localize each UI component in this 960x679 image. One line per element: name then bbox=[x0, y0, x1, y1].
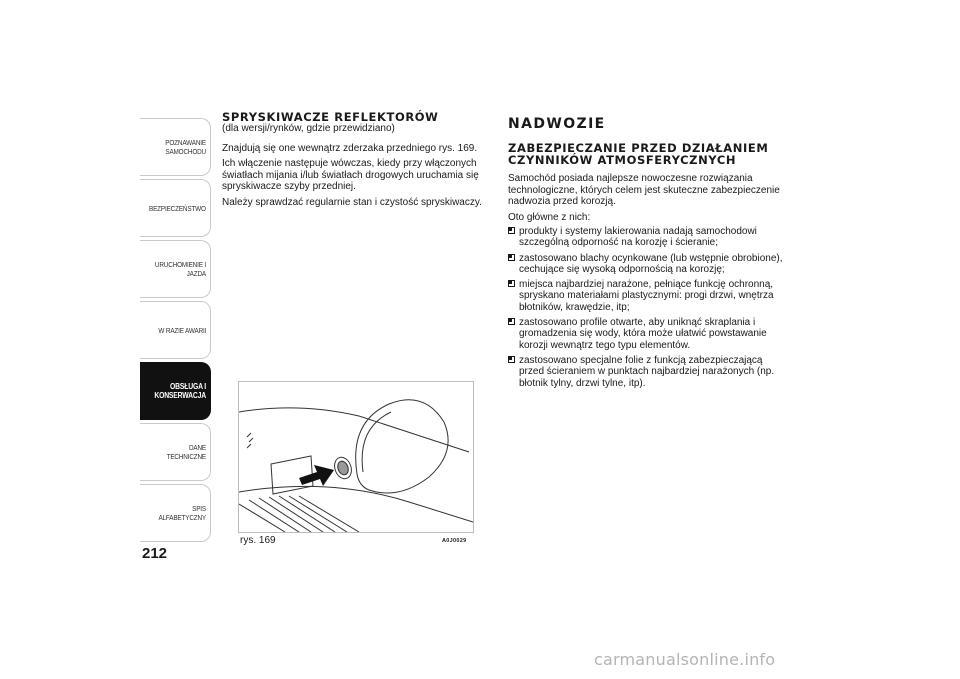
checkbox-bullet-icon bbox=[508, 318, 515, 325]
tab-label: OBSŁUGA I KONSERWACJA bbox=[154, 382, 206, 400]
list-item: produkty i systemy lakierowania nadają samochodowi szczególną odporność na korozję i ścieranie; bbox=[508, 226, 783, 249]
right-column bbox=[508, 116, 783, 393]
list-item: miejsca najbardziej narażone, pełniące funkcję ochronną, spryskano materiałami plastycznymi: progi drzwi, wnętrza błotników, krawędzie, itp; bbox=[508, 279, 783, 313]
list-item: zastosowano profile otwarte, aby uniknąć skraplania i gromadzenia się wody, która może ułatwić powstawanie korozji wewnątrz tego typu elementów. bbox=[508, 317, 783, 351]
pointer-arrow-icon bbox=[299, 465, 334, 486]
checkbox-bullet-icon bbox=[508, 356, 515, 363]
tab-label: BEZPIECZEŃSTWO bbox=[149, 203, 206, 213]
tab-label: URUCHOMIENIE I JAZDA bbox=[154, 260, 206, 278]
tab-bezpieczenstwo[interactable] bbox=[140, 179, 211, 237]
paragraph: Należy sprawdzać regularnie stan i czystość spryskiwaczy. bbox=[222, 196, 482, 208]
tab-uruchomienie-i-jazda[interactable] bbox=[140, 240, 211, 298]
section-subheading: (dla wersji/rynków, gdzie przewidziano) bbox=[222, 123, 395, 134]
watermark: carmanualsonline.info bbox=[594, 650, 776, 669]
page-number: 212 bbox=[142, 545, 168, 562]
tab-label: POZNAWANIE SAMOCHODU bbox=[165, 138, 206, 156]
checkbox-bullet-icon bbox=[508, 227, 515, 234]
tab-w-razie-awarii[interactable] bbox=[140, 301, 211, 359]
figure-headlamp-washer bbox=[238, 381, 474, 533]
tab-obsluga-i-konserwacja[interactable] bbox=[140, 362, 211, 420]
intro-paragraph: Samochód posiada najlepsze nowoczesne rozwiązania technologiczne, których celem jest skuteczne zabezpieczenie nadwozia przed korozją. bbox=[508, 173, 780, 207]
tab-label: DANE TECHNICZNE bbox=[166, 443, 206, 461]
list-item: zastosowano blachy ocynkowane (lub wstępnie obrobione), cechujące się wysoką odpornością na korozję; bbox=[508, 253, 783, 276]
section-heading-line1: ZABEZPIECZANIE PRZED DZIAŁANIEM bbox=[508, 141, 769, 155]
paragraph: Ich włączenie następuje wówczas, kiedy przy włączonych światłach mijania i/lub światłach drogowych uruchamia się spryskiwacze szyby przedniej. bbox=[222, 158, 479, 192]
tab-spis-alfabetyczny[interactable] bbox=[140, 484, 211, 542]
tab-dane-techniczne[interactable] bbox=[140, 423, 211, 481]
checkbox-bullet-icon bbox=[508, 280, 515, 287]
section-heading-line2: CZYNNIKÓW ATMOSFERYCZNYCH bbox=[508, 153, 737, 167]
section-heading: SPRYSKIWACZE REFLEKTORÓW bbox=[222, 110, 439, 124]
paragraph: Znajdują się one wewnątrz zderzaka przedniego rys. 169. bbox=[222, 142, 478, 154]
tab-poznawanie-samochodu[interactable] bbox=[140, 118, 211, 176]
list-item: zastosowano specjalne folie z funkcją zabezpieczającą przed ścieraniem w punktach najbardziej narażonych (np. błotnik tylny, drzwi tylne, itp). bbox=[508, 355, 783, 389]
checkbox-bullet-icon bbox=[508, 254, 515, 261]
headlamp-washer-illustration bbox=[239, 382, 473, 532]
tab-label: W RAZIE AWARII bbox=[158, 325, 206, 335]
tab-label: SPIS ALFABETYCZNY bbox=[158, 504, 206, 522]
feature-list bbox=[508, 226, 783, 389]
figure-caption: rys. 169 bbox=[240, 535, 276, 546]
section-tabs bbox=[140, 118, 211, 545]
list-intro: Oto główne z nich: bbox=[508, 211, 591, 223]
left-column bbox=[222, 111, 492, 212]
chapter-title: NADWOZIE bbox=[508, 116, 606, 132]
figure-code: A0J0029 bbox=[442, 538, 467, 544]
